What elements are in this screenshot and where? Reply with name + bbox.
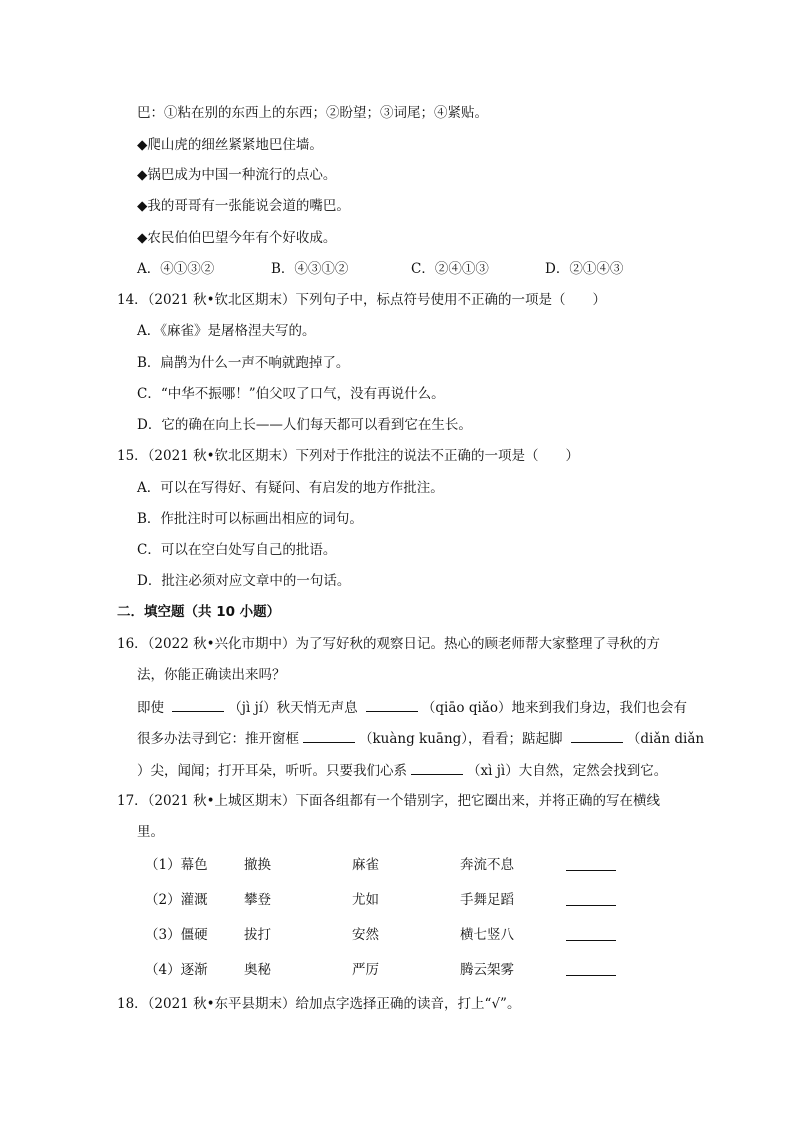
section-title: 二．填空题（共 10 小题）: [117, 604, 281, 620]
answer-blank[interactable]: [566, 905, 616, 906]
answer-blank[interactable]: [571, 728, 623, 743]
q17-stem-line1: 17．（2021 秋•上城区期末）下面各组都有一个错别字，把它圈出来，并将正确的写在横线: [117, 793, 661, 809]
answer-blank[interactable]: [566, 870, 616, 871]
q17-cell: 严厉: [352, 962, 379, 978]
q13-item-4: ◆农民伯伯巴望今年有个好收成。: [137, 230, 337, 246]
q16-text: （diǎn diǎn: [626, 731, 705, 747]
answer-blank[interactable]: [566, 975, 616, 976]
q17-cell: （4）逐渐: [145, 962, 208, 978]
q17-cell: 尤如: [352, 892, 379, 908]
q13-item-3: ◆我的哥哥有一张能说会道的嘴巴。: [137, 198, 350, 214]
q14-stem: 14．（2021 秋•钦北区期末）下列句子中，标点符号使用不正确的一项是（ ）: [117, 292, 607, 308]
q17-cell: 腾云架雾: [460, 962, 514, 978]
q13-item-1: ◆爬山虎的细丝紧紧地巴住墙。: [137, 137, 323, 153]
q17-cell: （2）灌溉: [145, 892, 208, 908]
q18-stem: 18．（2021 秋•东平县期末）给加点字选择正确的读音，打上“√”。: [117, 996, 521, 1012]
q17-cell: 手舞足蹈: [460, 892, 514, 908]
q16-text: （xì jì）大自然，定然会找到它。: [467, 763, 668, 779]
q14-option-d: D．它的确在向上长——人们每天都可以看到它在生长。: [137, 417, 472, 433]
q17-cell: （3）僵硬: [145, 927, 208, 943]
q13-definition: 巴：①粘在别的东西上的东西；②盼望；③词尾；④紧贴。: [137, 105, 488, 121]
q16-line-2: [137, 728, 704, 749]
q15-stem: 15．（2021 秋•钦北区期末）下列对于作批注的说法不正确的一项是（ ）: [117, 448, 580, 464]
answer-blank[interactable]: [566, 940, 616, 941]
q16-text: （jì jí）秋天悄无声息: [228, 700, 358, 716]
answer-blank[interactable]: [366, 697, 418, 712]
q17-cell: 麻雀: [352, 857, 379, 873]
q16-line-3: [137, 760, 667, 781]
q14-option-b: B．扁鹊为什么一声不响就跑掉了。: [137, 355, 350, 371]
q17-cell: 攀登: [244, 892, 271, 908]
q16-text: ）尖，闻闻；打开耳朵，听听。只要我们心系: [137, 763, 407, 779]
q15-option-c: C．可以在空白处写自己的批语。: [137, 542, 337, 558]
q17-cell: 撤换: [244, 857, 271, 873]
q16-stem-line2: 法，你能正确读出来吗？: [137, 667, 286, 683]
q13-item-2: ◆锅巴成为中国一种流行的点心。: [137, 167, 337, 183]
answer-blank[interactable]: [303, 728, 355, 743]
q17-cell: 拔打: [244, 927, 271, 943]
q16-line-1: [137, 697, 687, 718]
q16-text: 即使: [137, 700, 164, 716]
q17-stem-line2: 里。: [137, 824, 164, 840]
q15-option-d: D．批注必须对应文章中的一句话。: [137, 573, 351, 589]
q13-option-d: D．②①④③: [545, 261, 624, 277]
q13-option-c: C．②④①③: [411, 261, 489, 277]
q17-cell: 安然: [352, 927, 379, 943]
q16-text: 很多办法寻到它：推开窗框: [137, 731, 299, 747]
q13-option-b: B．④③①②: [271, 261, 349, 277]
q17-cell: （1）幕色: [145, 857, 208, 873]
q15-option-a: A．可以在写得好、有疑问、有启发的地方作批注。: [137, 480, 444, 496]
q16-text: （qiāo qiǎo）地来到我们身边，我们也会有: [421, 700, 687, 716]
q17-cell: 奔流不息: [460, 857, 514, 873]
answer-blank[interactable]: [411, 760, 463, 775]
q17-cell: 奥秘: [244, 962, 271, 978]
q13-option-a: A．④①③②: [137, 261, 215, 277]
q16-stem-line1: 16．（2022 秋•兴化市期中）为了写好秋的观察日记。热心的顾老师帮大家整理了寻秋的方: [117, 636, 661, 652]
q15-option-b: B．作批注时可以标画出相应的词句。: [137, 511, 363, 527]
q14-option-c: C．“中华不振哪！”伯父叹了口气，没有再说什么。: [137, 386, 445, 402]
q17-cell: 横七竖八: [460, 927, 514, 943]
q14-option-a: A．《麻雀》是屠格涅夫写的。: [137, 323, 316, 339]
answer-blank[interactable]: [172, 697, 224, 712]
q16-text: （kuàng kuāng），看看；踮起脚: [359, 731, 563, 747]
